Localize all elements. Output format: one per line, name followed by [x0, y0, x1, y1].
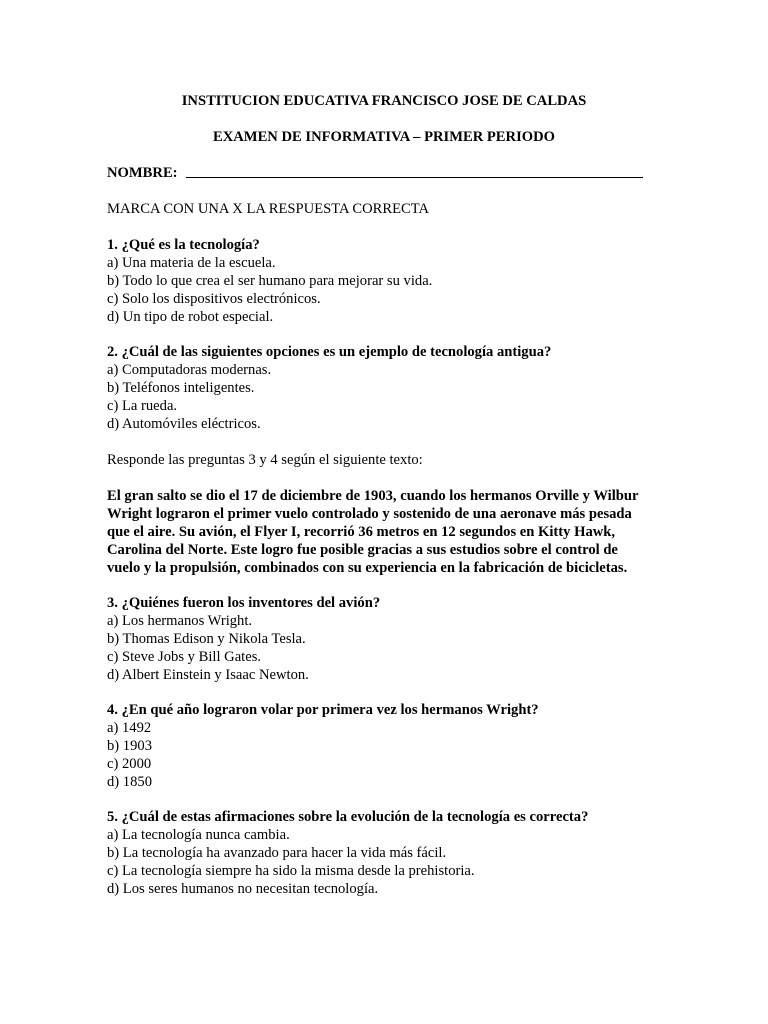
question-text: 2. ¿Cuál de las siguientes opciones es un ejemplo de tecnología antigua? [107, 344, 552, 360]
question-3 [107, 594, 667, 684]
option-a[interactable]: a) Computadoras modernas. [107, 362, 272, 378]
reading-intro: Responde las preguntas 3 y 4 según el siguiente texto: [107, 452, 423, 468]
reading-passage [107, 487, 687, 577]
question-2 [107, 343, 667, 433]
question-1 [107, 236, 667, 326]
option-b[interactable]: b) Todo lo que crea el ser humano para mejorar su vida. [107, 273, 433, 289]
option-c[interactable]: c) Solo los dispositivos electrónicos. [107, 291, 321, 307]
option-a[interactable]: a) La tecnología nunca cambia. [107, 827, 290, 843]
question-text: 1. ¿Qué es la tecnología? [107, 237, 260, 253]
option-d[interactable]: d) Los seres humanos no necesitan tecnología. [107, 881, 379, 897]
exam-title: EXAMEN DE INFORMATIVA – PRIMER PERIODO [212, 129, 556, 145]
option-b[interactable]: b) Thomas Edison y Nikola Tesla. [107, 631, 306, 647]
question-text: 3. ¿Quiénes fueron los inventores del avión? [107, 595, 381, 611]
question-text: 4. ¿En qué año lograron volar por primera vez los hermanos Wright? [107, 702, 539, 718]
passage-line: vuelo y la propulsión, combinados con su experiencia en la fabricación de bicicletas. [107, 560, 628, 576]
option-a[interactable]: a) 1492 [107, 720, 152, 736]
option-d[interactable]: d) Albert Einstein y Isaac Newton. [107, 667, 309, 683]
option-d[interactable]: d) Un tipo de robot especial. [107, 309, 274, 325]
option-c[interactable]: c) La rueda. [107, 398, 178, 414]
option-c[interactable]: c) Steve Jobs y Bill Gates. [107, 649, 262, 665]
institution-title: INSTITUCION EDUCATIVA FRANCISCO JOSE DE CALDAS [181, 93, 587, 109]
option-d[interactable]: d) Automóviles eléctricos. [107, 416, 261, 432]
passage-line: que el aire. Su avión, el Flyer I, recorrió 36 metros en 12 segundos en Kitty Hawk, [107, 524, 616, 540]
option-b[interactable]: b) 1903 [107, 738, 152, 754]
name-label: NOMBRE: [107, 165, 178, 181]
passage-line: Wright lograron el primer vuelo controlado y sostenido de una aeronave más pesada [107, 506, 632, 522]
option-a[interactable]: a) Una materia de la escuela. [107, 255, 276, 271]
option-a[interactable]: a) Los hermanos Wright. [107, 613, 253, 629]
passage-line: El gran salto se dio el 17 de diciembre de 1903, cuando los hermanos Orville y Wilbur [107, 488, 639, 504]
question-text: 5. ¿Cuál de estas afirmaciones sobre la evolución de la tecnología es correcta? [107, 809, 589, 825]
name-blank-line [186, 177, 643, 178]
passage-line: Carolina del Norte. Este logro fue posible gracias a sus estudios sobre el control de [107, 542, 618, 558]
option-c[interactable]: c) La tecnología siempre ha sido la misma desde la prehistoria. [107, 863, 475, 879]
option-b[interactable]: b) La tecnología ha avanzado para hacer la vida más fácil. [107, 845, 447, 861]
instruction: MARCA CON UNA X LA RESPUESTA CORRECTA [107, 201, 430, 217]
question-5 [107, 808, 707, 898]
option-b[interactable]: b) Teléfonos inteligentes. [107, 380, 255, 396]
option-d[interactable]: d) 1850 [107, 774, 152, 790]
question-4 [107, 701, 667, 791]
option-c[interactable]: c) 2000 [107, 756, 152, 772]
